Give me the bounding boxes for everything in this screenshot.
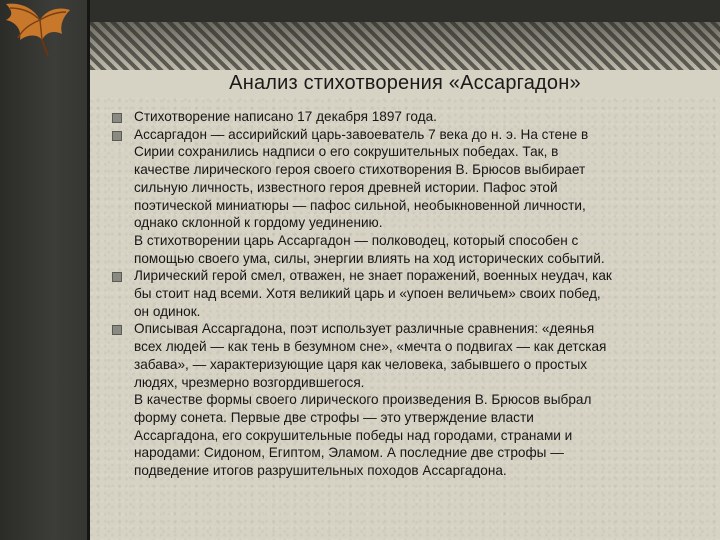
bullet-item: [112, 267, 710, 320]
text-line: людях, чрезмерно возгордившегося.: [134, 374, 365, 390]
text-line: Лирический герой смел, отважен, не знает поражений, военных неудач, как: [134, 268, 612, 284]
text-line: Ассаргадона, его сокрушительные победы над городами, странами и: [134, 427, 573, 443]
text-line: Ассаргадон — ассирийский царь-завоеватель 7 века до н. э. На стене в: [134, 126, 589, 142]
text-line: он одинок.: [134, 303, 201, 319]
text-line: качестве лирического героя своего стихотворения В. Брюсов выбирает: [134, 162, 586, 178]
autumn-leaf-icon: [0, 0, 78, 62]
text-line: народами: Сидоном, Египтом, Эламом. А последние две строфы —: [134, 445, 564, 461]
left-dark-strip: [0, 0, 90, 540]
top-dark-band: [90, 0, 720, 22]
square-bullet-icon: [112, 113, 122, 123]
slide-title: Анализ стихотворения «Ассаргадон»: [90, 70, 720, 98]
text-line: В качестве формы своего лирического произведения В. Брюсов выбрал: [134, 392, 592, 408]
text-line: Стихотворение написано 17 декабря 1897 года.: [134, 109, 437, 124]
text-line: всех людей — как тень в безумном сне», «мечта о подвигах — как детская: [134, 339, 607, 355]
text-line: В стихотворении царь Ассаргадон — полководец, который способен с: [134, 232, 579, 248]
text-line: поэтической миниатюры — пафос сильной, необыкновенной личности,: [134, 197, 586, 213]
text-line: сильную личность, известного героя древней истории. Пафос этой: [134, 179, 558, 195]
bullet-item: [112, 108, 710, 126]
text-line: подведение итогов разрушительных походов Ассаргадона.: [134, 463, 507, 479]
pattern-shade: [90, 22, 720, 70]
square-bullet-icon: [112, 131, 122, 141]
text-line: форму сонета. Первые две строфы — это утверждение власти: [134, 409, 534, 425]
text-line: Описывая Ассаргадона, поэт использует различные сравнения: «деянья: [134, 321, 595, 337]
bullet-list: [112, 108, 710, 480]
text-line: забава», — характеризующие царя как человека, забывшего о простых: [134, 356, 588, 372]
bullet-item: [112, 320, 710, 479]
square-bullet-icon: [112, 272, 122, 282]
text-line: Сирии сохранились надписи о его сокрушительных победах. Так, в: [134, 144, 559, 160]
square-bullet-icon: [112, 325, 122, 335]
bullet-item: [112, 126, 710, 268]
text-line: однако склонной к гордому уединению.: [134, 215, 383, 231]
text-line: бы стоит над всеми. Хотя великий царь и «упоен величьем» своих побед,: [134, 286, 601, 302]
text-line: помощью своего ума, силы, энергии влиять на ход исторических событий.: [134, 250, 605, 266]
